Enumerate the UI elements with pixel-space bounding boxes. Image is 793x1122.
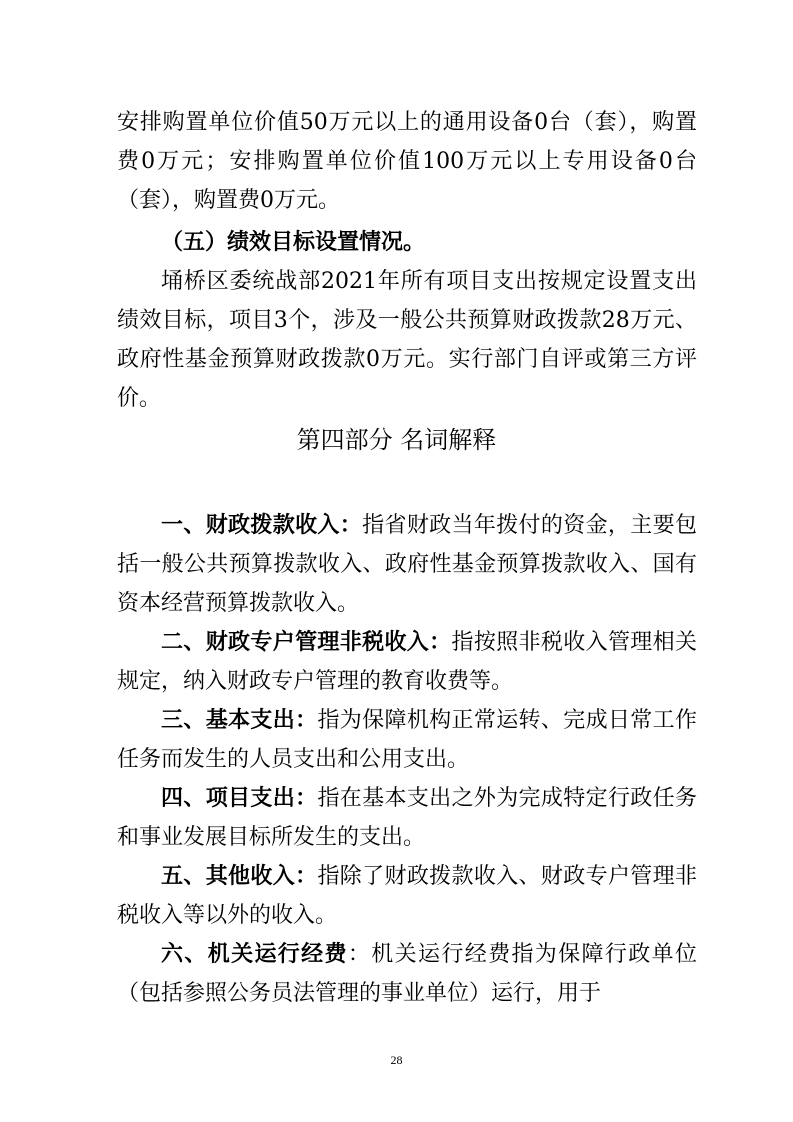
term-label: 三、基本支出： [161, 708, 318, 733]
part4-title: 第四部分 名词解释 [296, 426, 497, 454]
term-paragraph-3 [117, 701, 697, 779]
term-definition: ：机关运行经费指为保障行政单位（包括参照公务员法管理的事业单位）运行，用于 [117, 942, 697, 1006]
term-paragraph-6 [117, 935, 697, 1013]
term-paragraph-1 [117, 506, 697, 623]
term-label: 五、其他收入： [161, 864, 318, 889]
term-label: 四、项目支出： [161, 786, 318, 811]
term-definition: 指除了财政拨款收入、财政专户管理非税收入等以外的收入。 [117, 864, 697, 928]
term-definition: 指为保障机构正常运转、完成日常工作任务而发生的人员支出和公用支出。 [117, 708, 697, 772]
term-paragraph-5 [117, 857, 697, 935]
intro-paragraph: 安排购置单位价值50万元以上的通用设备0台（套），购置费0万元；安排购置单位价值100万元以上专用设备0台（套），购置费0万元。 [117, 110, 697, 213]
term-definition: 指按照非税收入管理相关规定，纳入财政专户管理的教育收费等。 [117, 630, 697, 694]
term-paragraph-4 [117, 779, 697, 857]
term-definition: 指在基本支出之外为完成特定行政任务和事业发展目标所发生的支出。 [117, 786, 697, 850]
section5-paragraph: 埇桥区委统战部2021年所有项目支出按规定设置支出绩效目标，项目3个，涉及一般公共预算财政拨款28万元、政府性基金预算财政拨款0万元。实行部门自评或第三方评价。 [117, 269, 697, 411]
term-label: 二、财政专户管理非税收入： [161, 630, 452, 655]
term-paragraph-2 [117, 623, 697, 701]
term-definition: 指省财政当年拨付的资金，主要包括一般公共预算拨款收入、政府性基金预算拨款收入、国有资本经营预算拨款收入。 [117, 513, 697, 616]
term-label: 六、机关运行经费 [161, 942, 348, 967]
term-label: 一、财政拨款收入： [161, 513, 363, 538]
page-number: 28 [390, 1053, 403, 1067]
section5-heading: （五）绩效目标设置情况。 [161, 230, 426, 255]
